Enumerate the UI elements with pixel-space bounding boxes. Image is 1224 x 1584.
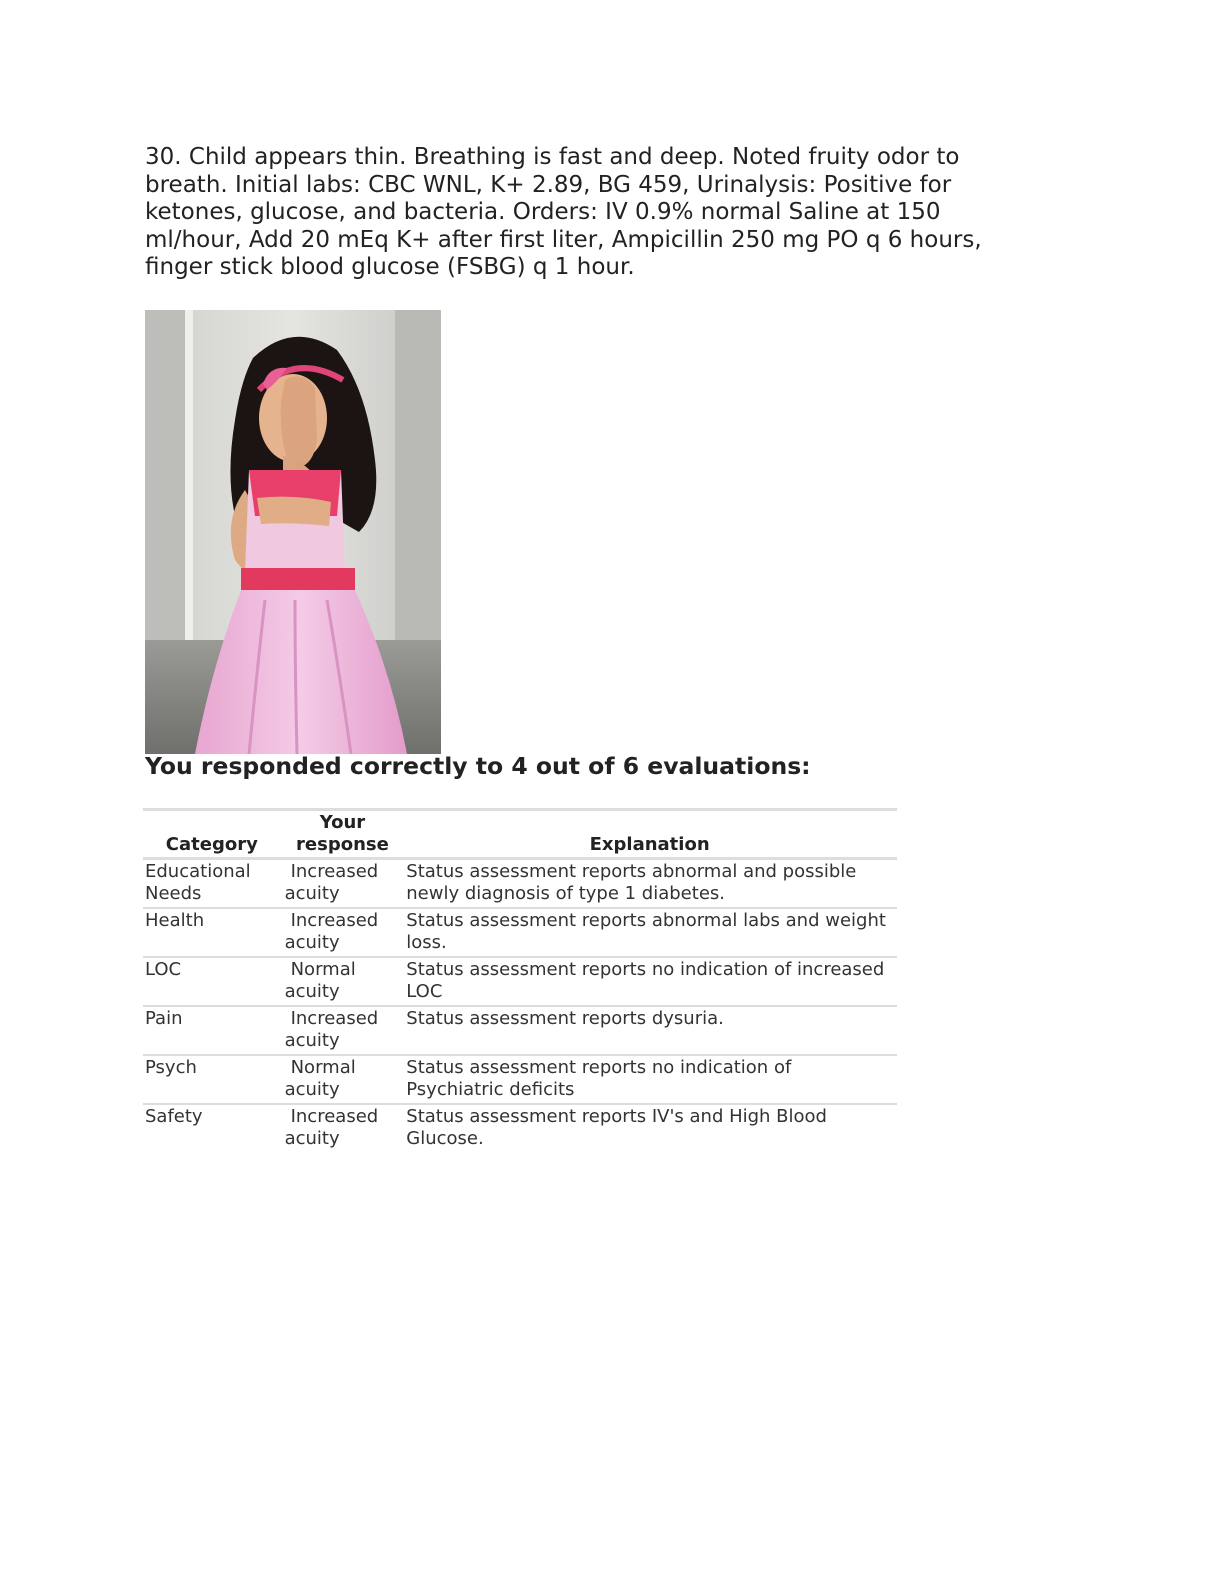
question-text: 30. Child appears thin. Breathing is fast and deep. Noted fruity odor to breath. Initial labs: CBC WNL, K+ 2.89, BG 459, Urinalysis: Positive for ketones, glucose, and bacteria. Orders: IV 0.9% normal Saline at 150 ml/hour, Add 20 mEq K+ after first liter, Ampicillin 250 mg PO q 6 hours, finger stick blood glucose (FSBG) q 1 hour. [145, 144, 982, 281]
header-response [283, 810, 405, 859]
row-response-line2: acuity [284, 932, 340, 953]
score-heading: You responded correctly to 4 out of 6 evaluations: [145, 752, 811, 780]
patient-photo [145, 310, 441, 754]
row-response-line1: Increased [290, 910, 379, 931]
row-response-line1: Increased [290, 1106, 379, 1127]
girl-illustration [145, 310, 441, 754]
row-response-line2: acuity [284, 883, 340, 904]
row-explanation: Status assessment reports no indication of increased LOC [406, 959, 885, 1002]
row-response [283, 1055, 405, 1104]
row-response [283, 908, 405, 957]
table-row [143, 1104, 897, 1152]
row-category: Psych [145, 1057, 197, 1078]
row-response-line2: acuity [284, 981, 340, 1002]
row-category: LOC [145, 959, 182, 980]
row-response-line1: Normal [290, 959, 356, 980]
row-response-line2: acuity [284, 1030, 340, 1051]
row-category: Health [145, 910, 205, 931]
table-row [143, 957, 897, 1006]
row-response [283, 1104, 405, 1152]
header-category: Category [165, 834, 258, 855]
row-explanation: Status assessment reports abnormal labs and weight loss. [406, 910, 886, 953]
evaluation-table [143, 808, 897, 1152]
row-explanation: Status assessment reports dysuria. [406, 1008, 724, 1029]
row-response [283, 957, 405, 1006]
table-row [143, 908, 897, 957]
row-explanation: Status assessment reports abnormal and possible newly diagnosis of type 1 diabetes. [406, 861, 857, 904]
header-response-line1: Your [319, 812, 366, 833]
table-row [143, 1006, 897, 1055]
row-response-line1: Increased [290, 1008, 379, 1029]
row-category: Safety [145, 1106, 203, 1127]
header-explanation: Explanation [589, 834, 710, 855]
table-header-row [143, 810, 897, 859]
table-row [143, 1055, 897, 1104]
row-explanation: Status assessment reports IV's and High Blood Glucose. [406, 1106, 827, 1149]
row-response [283, 859, 405, 909]
table-row [143, 859, 897, 909]
row-response-line1: Normal [290, 1057, 356, 1078]
row-response-line1: Increased [290, 861, 379, 882]
row-category: Pain [145, 1008, 183, 1029]
row-response-line2: acuity [284, 1079, 340, 1100]
row-category: Educational Needs [145, 861, 251, 904]
row-response-line2: acuity [284, 1128, 340, 1149]
header-response-line2: response [296, 834, 389, 855]
row-explanation: Status assessment reports no indication of Psychiatric deficits [406, 1057, 792, 1100]
row-response [283, 1006, 405, 1055]
